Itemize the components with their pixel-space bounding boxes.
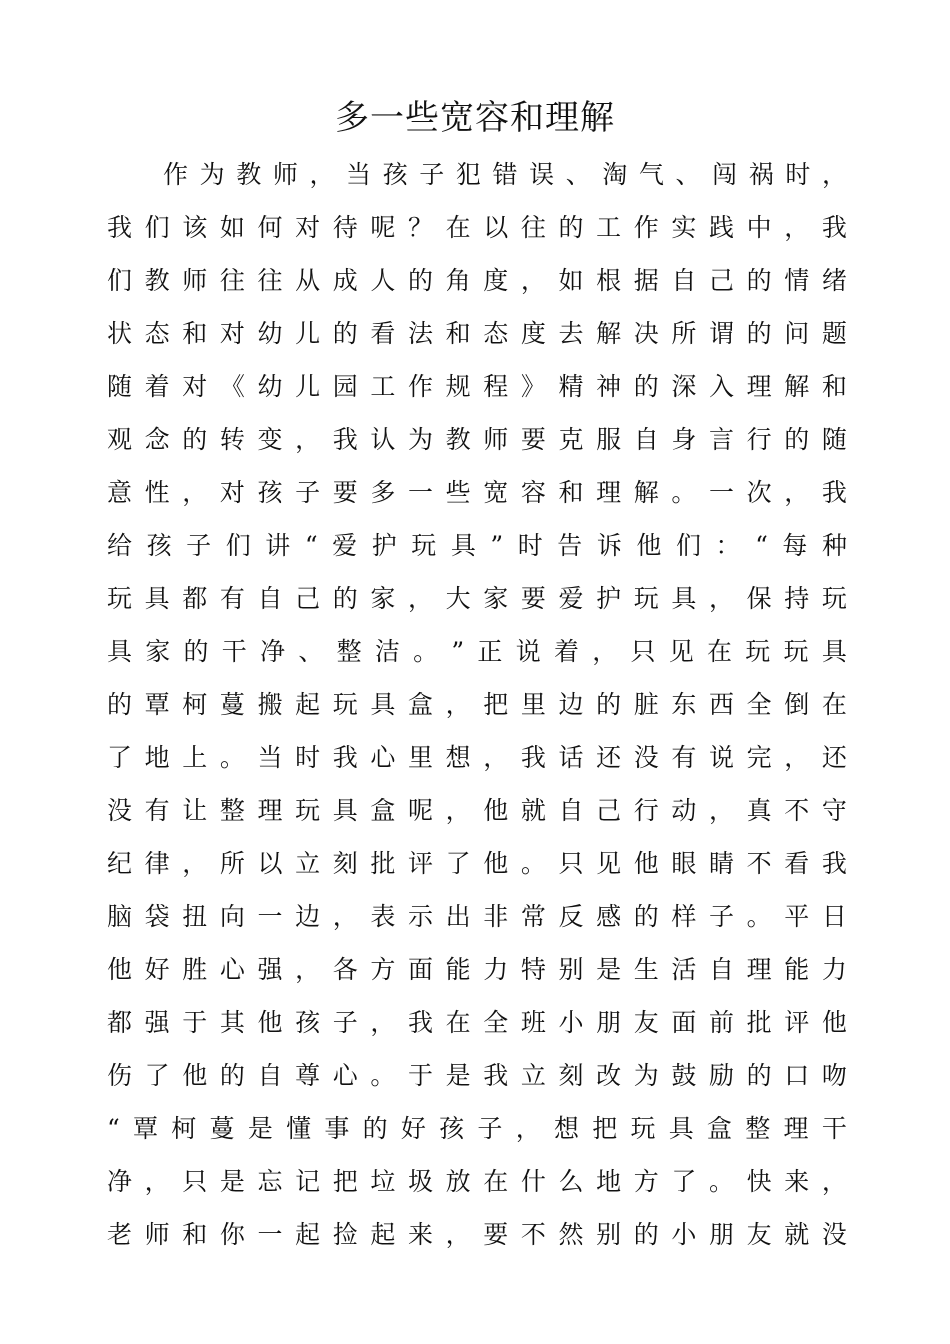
text-line: 给 孩 子 们 讲 “ 爱 护 玩 具 ” 时 告 诉 他 们 ： “ 每 种 [107,531,847,560]
document-body [107,148,847,1261]
text-line: 老 师 和 你 一 起 捡 起 来 ， 要 不 然 别 的 小 朋 友 就 没 [107,1220,847,1249]
text-line: 了 地 上 。 当 时 我 心 里 想 ， 我 话 还 没 有 说 完 ， 还 [107,743,847,772]
text-line: 状 态 和 对 幼 儿 的 看 法 和 态 度 去 解 决 所 谓 的 问 题 [107,319,847,348]
document-title: 多一些宽容和理解 [335,98,615,138]
text-line: 具 家 的 干 净 、 整 洁 。 ” 正 说 着 ， 只 见 在 玩 玩 具 [107,637,847,666]
text-line: 纪 律 ， 所 以 立 刻 批 评 了 他 。 只 见 他 眼 睛 不 看 我 [107,849,847,878]
text-line: 的 覃 柯 蔓 搬 起 玩 具 盒 ， 把 里 边 的 脏 东 西 全 倒 在 [107,690,847,719]
text-line: 作 为 教 师 ， 当 孩 子 犯 错 误 、 淘 气 、 闯 祸 时 ， [163,160,847,189]
text-line: 意 性 ， 对 孩 子 要 多 一 些 宽 容 和 理 解 。 一 次 ， 我 [107,478,847,507]
text-line: 他 好 胜 心 强 ， 各 方 面 能 力 特 别 是 生 活 自 理 能 力 [107,955,847,984]
text-line: 我 们 该 如 何 对 待 呢 ？ 在 以 往 的 工 作 实 践 中 ， 我 [107,213,847,242]
text-line: 没 有 让 整 理 玩 具 盒 呢 ， 他 就 自 己 行 动 ， 真 不 守 [107,796,847,825]
text-line: 脑 袋 扭 向 一 边 ， 表 示 出 非 常 反 感 的 样 子 。 平 日 [107,902,847,931]
text-line: 都 强 于 其 他 孩 子 ， 我 在 全 班 小 朋 友 面 前 批 评 他 [107,1008,847,1037]
text-line: 们 教 师 往 往 从 成 人 的 角 度 ， 如 根 据 自 己 的 情 绪 [107,266,847,295]
text-line: 伤 了 他 的 自 尊 心 。 于 是 我 立 刻 改 为 鼓 励 的 口 吻 [107,1061,847,1090]
text-line: “ 覃 柯 蔓 是 懂 事 的 好 孩 子 ， 想 把 玩 具 盒 整 理 干 [107,1114,847,1143]
text-line: 随 着 对 《 幼 儿 园 工 作 规 程 》 精 神 的 深 入 理 解 和 [107,372,847,401]
text-line: 净 ， 只 是 忘 记 把 垃 圾 放 在 什 么 地 方 了 。 快 来 ， [107,1167,847,1196]
text-line: 观 念 的 转 变 ， 我 认 为 教 师 要 克 服 自 身 言 行 的 随 [107,425,847,454]
text-line: 玩 具 都 有 自 己 的 家 ， 大 家 要 爱 护 玩 具 ， 保 持 玩 [107,584,847,613]
